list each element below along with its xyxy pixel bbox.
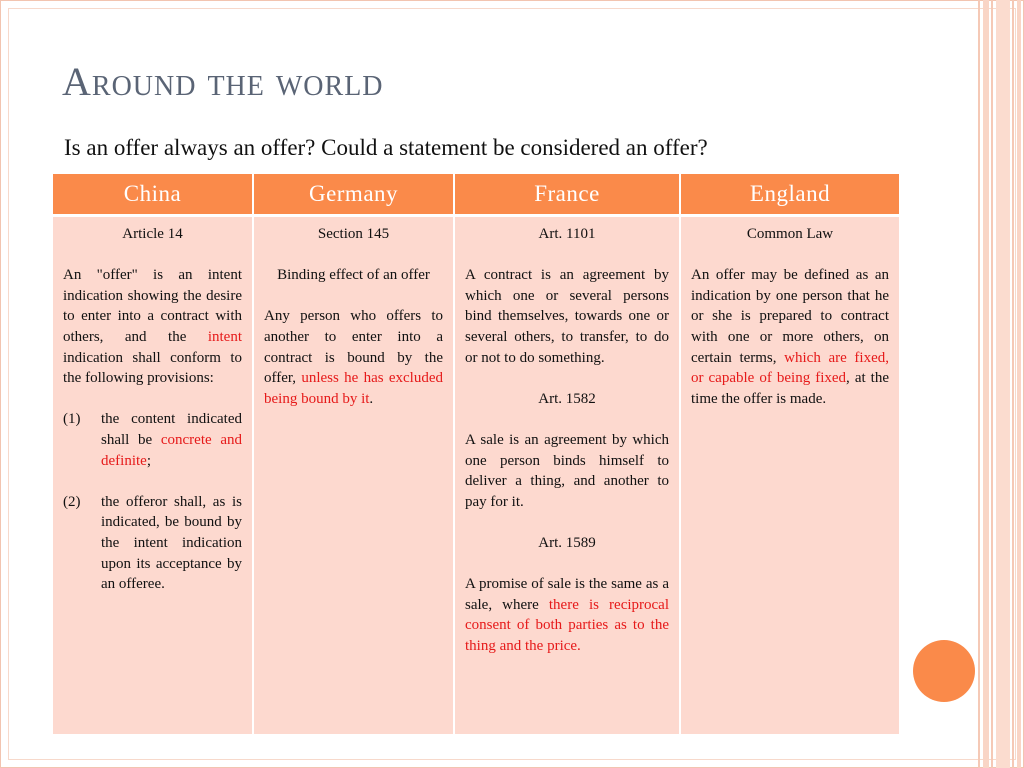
france-body-text: A promise of sale is the same as a sale, where [465, 576, 669, 613]
germany-body [264, 306, 443, 409]
provision-number: (2) [63, 493, 81, 510]
header-germany: Germany [253, 174, 454, 216]
france-article-1589-heading: Art. 1589 [538, 534, 596, 551]
comparison-table [53, 174, 899, 734]
slide-title: Around the world [62, 59, 384, 104]
china-intro [63, 265, 242, 389]
germany-body-text: Any person who offers to another to enter into a contract is bound by the offer, [264, 308, 443, 387]
provision-highlight: concrete and definite [101, 431, 242, 469]
cell-china [53, 216, 253, 734]
table-row [53, 216, 899, 734]
decorative-circle [913, 640, 975, 702]
slide-subtitle: Is an offer always an offer? Could a statement be considered an offer? [64, 135, 708, 160]
provision-text-end: ; [146, 452, 151, 469]
provision-number: (1) [63, 411, 81, 428]
provision-text: the offeror shall, as is indicated, be bound by the intent indication upon its acceptance by an offeree. [101, 493, 242, 593]
france-article-1101-heading: Art. 1101 [538, 226, 596, 242]
france-article-1101-body: A contract is an agreement by which one or several persons bind themselves, towards one or several others, to transfer, to do or not to do something. [465, 267, 669, 366]
china-provision-1 [63, 409, 242, 471]
decorative-stripe [983, 0, 989, 768]
china-provision-2 [63, 492, 242, 595]
header-france: France [454, 174, 680, 216]
table-header-row [53, 174, 899, 216]
england-heading: Common Law [746, 226, 834, 242]
header-china: China [53, 174, 253, 216]
china-intro-highlight: intent [207, 328, 242, 345]
decorative-stripe [1012, 0, 1014, 768]
cell-england [680, 216, 899, 734]
germany-body-text-end: . [369, 390, 374, 407]
cell-france [454, 216, 680, 734]
germany-subheading: Binding effect of an offer [277, 267, 430, 284]
germany-section-heading: Section 145 [317, 226, 390, 242]
france-body-highlight: there is reciprocal consent of both parties as to the thing and the price. [465, 596, 669, 654]
germany-body-highlight: unless he has excluded being bound by it [264, 370, 444, 407]
france-article-1582-body: A sale is an agreement by which one person binds himself to deliver a thing, and another to pay for it. [465, 431, 669, 510]
france-article-1582-heading: Art. 1582 [538, 390, 596, 407]
china-article-heading: Article 14 [122, 226, 183, 242]
china-intro-text-end: indication shall conform to the following provisions: [63, 349, 242, 387]
provision-text: the content indicated shall be [101, 411, 242, 448]
header-england: England [680, 174, 899, 216]
england-body-text-end: , at the time the offer is made. [691, 370, 889, 407]
cell-germany [253, 216, 454, 734]
england-body [691, 265, 889, 409]
decorative-stripe [991, 0, 993, 768]
decorative-stripe [978, 0, 980, 768]
england-body-highlight: which are fixed, or capable of being fixed [691, 349, 889, 387]
france-article-1589-body [465, 574, 669, 656]
decorative-stripe [1017, 0, 1021, 768]
decorative-stripe [996, 0, 1010, 768]
england-body-text: An offer may be defined as an indication by one person that he or she is prepared to contract with one or more others, on certain terms, [691, 267, 889, 366]
china-intro-text: An "offer" is an intent indication showing the desire to enter into a contract with others, and the [63, 267, 242, 345]
